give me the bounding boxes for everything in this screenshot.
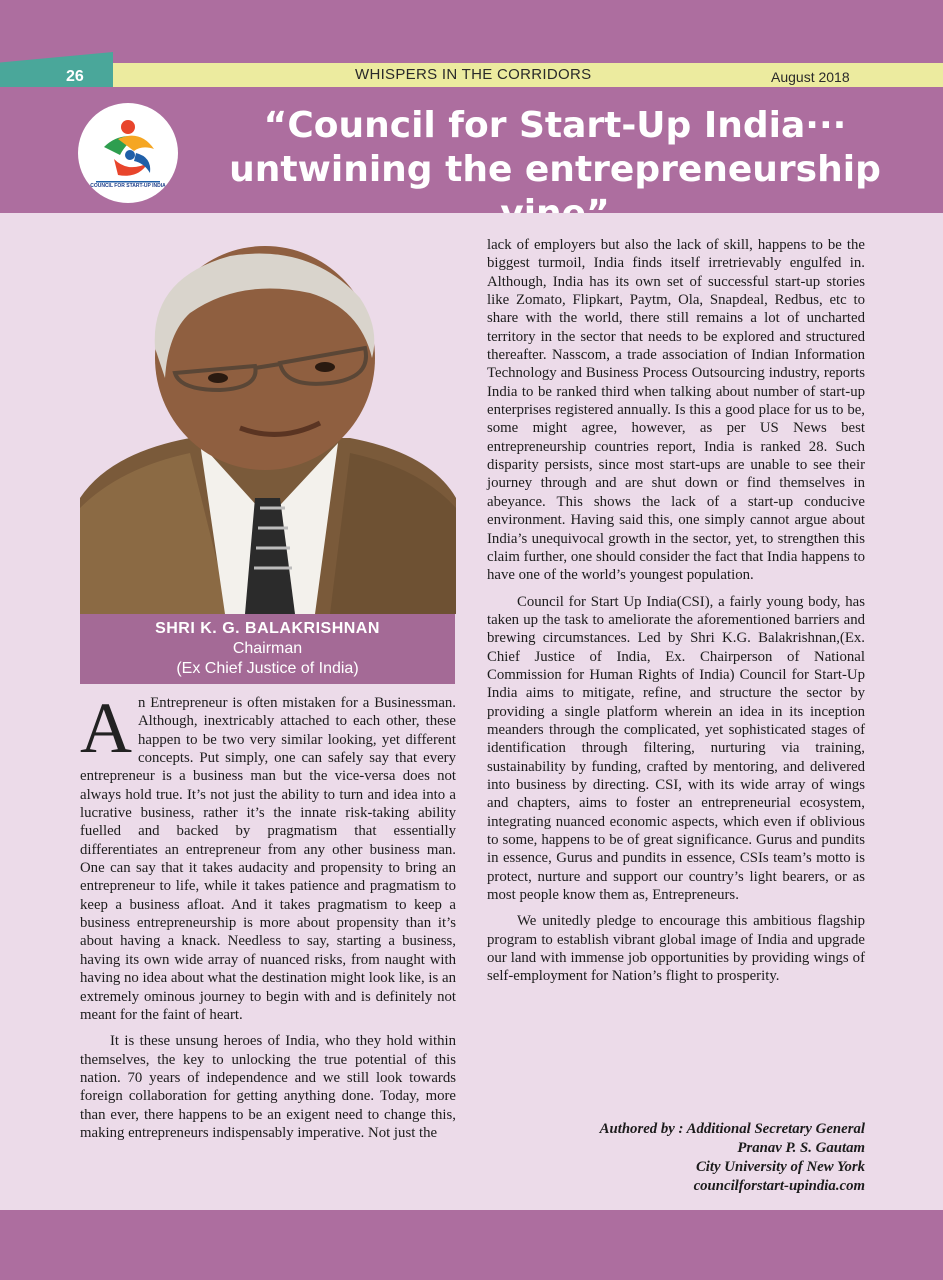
author-website: councilforstart-upindia.com — [693, 1178, 865, 1194]
article-paragraph: lack of employers but also the lack of skill, happens to be the biggest turmoil, India finds itself irretrievably engulfed in. Although, India has its own set of successful start-up stories like Zomato, Flipkart, Paytm, Ola, Snapdeal, Redbus, etc to share with the world, there still remains a lot of uncharted territory in the sector that needs to be explored and structured thereafter. Nasscom, a trade association of Indian Information Technology and Business Process Outsourcing industry, reports India to be ranked third when talking about number of start-up enterprises registered annually. Is this a good place for us to be, some might agree, however, as per US News best entrepreneurship countries report, India is ranked 28. Such disparity persists, since most start-ups are unable to see their journey through and are shut down or find themselves in abeyance. This shows the lack of a start-up conducive environment. Having said this, one simply cannot argue about India’s unequivocal growth in the sector, yet, to strengthen this claim further, one should consider the fact that India happens to have one of the world’s youngest population. — [487, 237, 865, 584]
top-strip — [0, 0, 943, 62]
article-paragraph — [80, 688, 456, 1024]
issue-date: August 2018 — [771, 69, 850, 85]
portrait-illustration — [80, 238, 456, 614]
photo-caption — [80, 614, 455, 684]
article-right-column — [487, 236, 865, 986]
article-title-line2: untwining the entrepreneurship — [229, 149, 881, 190]
page-number: 26 — [66, 68, 84, 85]
paragraph-text: n Entrepreneur is often mistaken for a Businessman. Although, inextricably attached to each other, these happen to be two very similar looking, yet different concepts. Put simply, one can safely say that every entrepreneur is a business man but the vice-versa does not always hold true. It’s not just the ability to turn and idea into a lucrative business, rather it’s the innate risk-taking ability fuelled and backed by pragmatism that essentially differentiates an entrepreneur from any other business man. One can say that it takes audacity and propensity to bring an entrepreneur to life, while it takes patience and pragmatism to keep a business afloat. And it takes pragmatism to keep a business entrepreneurship is more about propensity than it’s about having a knack. Needless to say, starting a business, having its own wide array of nuanced risks, from naught with having no idea about what the destination might look like, is an extremely ominous journey to begin with and is definitely not meant for the faint of heart. — [80, 695, 456, 1023]
article-paragraph: We unitedly pledge to encourage this ambitious flagship program to establish vibrant global image of India and upgrade our land with immense job opportunities by providing wings of self-employment for Nation’s flight to prosperity. — [487, 913, 865, 985]
author-block — [487, 1120, 865, 1196]
author-affiliation: City University of New York — [695, 1159, 865, 1175]
caption-role: Chairman — [232, 640, 303, 657]
article-paragraph: It is these unsung heroes of India, who they hold within themselves, the key to unlocking the true potential of this nation. 70 years of independence and we still look towards foreign collaboration for getting anything done. Today, more than ever, there happens to be an exigent need to change this, making entrepreneurs indispensably imperative. Not just the — [80, 1033, 456, 1141]
footer-band — [0, 1210, 943, 1280]
drop-cap: A — [80, 688, 132, 768]
article-paragraph: Council for Start Up India(CSI), a fairly young body, has taken up the task to ameliorate the aforementioned barriers and brewing circumstances. Led by Shri K.G. Balakrishnan,(Ex. Chief Justice of India, Ex. Chairperson of National Commission for Human Rights of India) Council for Start-Up India aims to mitigate, refine, and structure the sector by providing a single platform wherein an idea in its inception meanders through the complicated, yet sophisticated stages of identification through filtering, nurturing via training, sustainability by funding, crafted by mentoring, and delivered into business by directing. CSI, with its wide array of wings and chapters, aims to foster an entrepreneurial ecosystem, integrating nuanced economic aspects, which even if oblivious to some, happens to be of great significance. Gurus and pundits in essence, Gurus and pundits in essence, CSIs team’s motto is protect, nurture and support our country’s light bearers, or as most people know them as, Entrepreneurs. — [487, 593, 865, 904]
article-title-line1: “Council for Start-Up India··· — [263, 105, 847, 146]
caption-former-title: (Ex Chief Justice of India) — [176, 660, 359, 677]
portrait-photo — [80, 238, 456, 614]
logo-text: COUNCIL FOR START-UP INDIA — [90, 183, 166, 189]
caption-name: SHRI K. G. BALAKRISHNAN — [155, 620, 380, 637]
author-name: Pranav P. S. Gautam — [737, 1140, 865, 1156]
article-left-column — [80, 688, 456, 1142]
author-line: Authored by : Additional Secretary General — [599, 1121, 865, 1137]
council-logo — [78, 103, 178, 203]
publication-name: WHISPERS IN THE CORRIDORS — [355, 66, 592, 83]
